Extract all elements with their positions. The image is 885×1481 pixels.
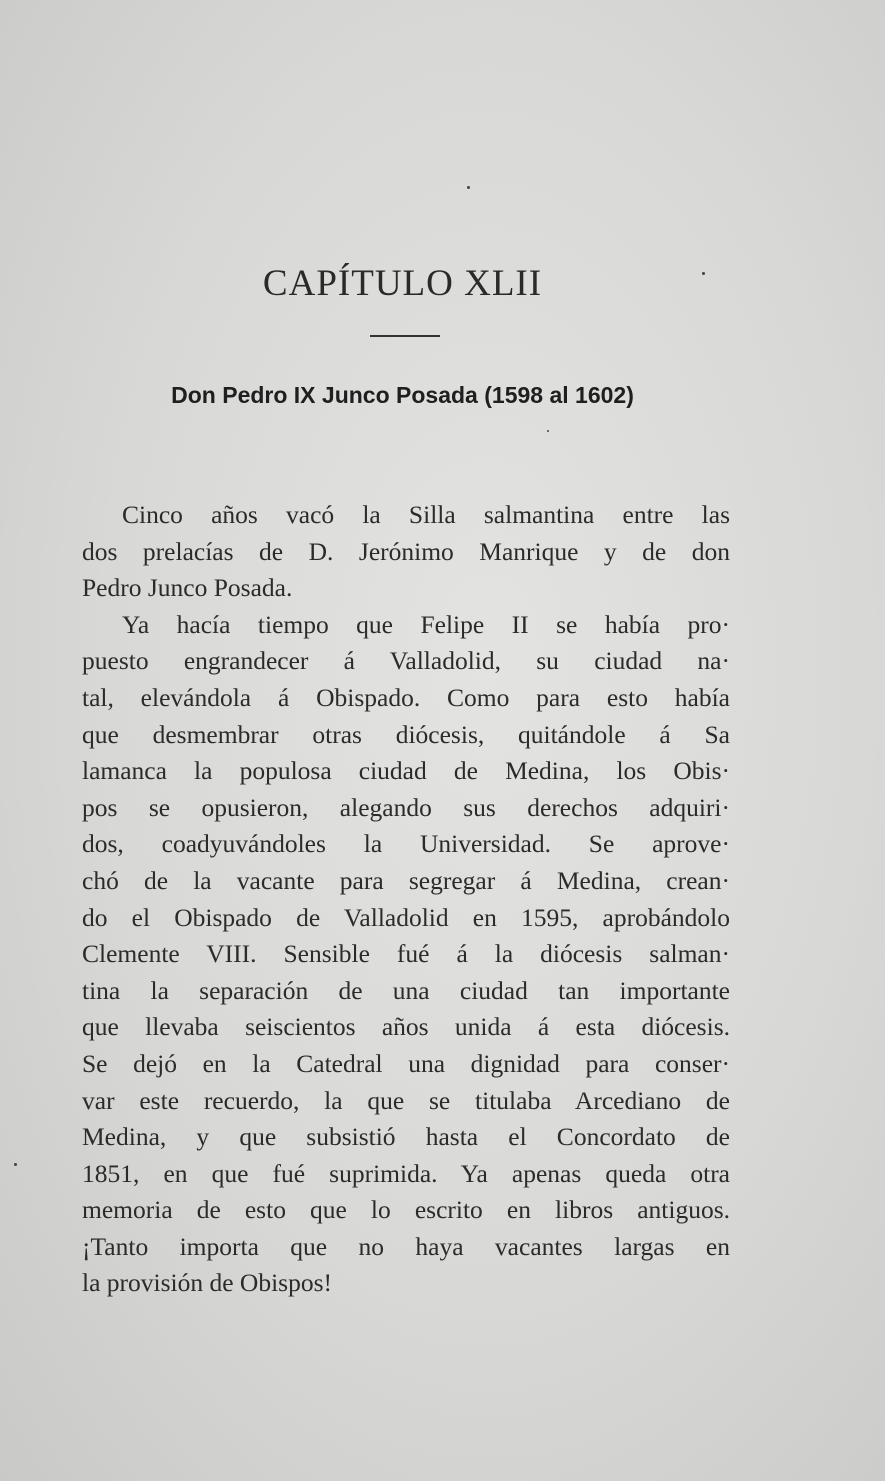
paper-speck [14,1163,17,1166]
text-line: Clemente VIII. Sensible fué á la diócesis salman· [82,939,730,969]
chapter-title: CAPÍTULO XLII [262,263,543,304]
paper-speck [547,430,549,432]
text-line: ¡Tanto importa que no haya vacantes largas en [82,1231,730,1261]
text-line: la provisión de Obispos! [82,1268,333,1298]
text-line: Medina, y que subsistió hasta el Concordato de [82,1122,730,1152]
text-line: 1851, en que fué suprimida. Ya apenas queda otra [82,1158,730,1188]
title-divider [370,335,440,337]
text-line: lamanca la populosa ciudad de Medina, los Obis· [82,756,730,786]
text-line: Ya hacía tiempo que Felipe II se había pro· [122,609,730,639]
text-line: pos se opusieron, alegando sus derechos adquiri· [82,792,730,822]
text-line: que desmembrar otras diócesis, quitándole á Sa [82,719,730,749]
text-line: memoria de esto que lo escrito en libros antiguos. [82,1195,730,1225]
text-line: var este recuerdo, la que se titulaba Arcediano de [82,1085,730,1115]
text-line: dos prelacías de D. Jerónimo Manrique y de don [82,536,730,566]
chapter-subtitle: Don Pedro IX Junco Posada (1598 al 1602) [171,382,634,408]
text-line: tal, elevándola á Obispado. Como para esto había [82,682,730,712]
text-line: do el Obispado de Valladolid en 1595, aprobándolo [82,902,730,932]
body-text [82,497,730,1302]
text-line: que llevaba seiscientos años unida á esta diócesis. [82,1012,730,1042]
text-line: chó de la vacante para segregar á Medina, crean· [82,865,730,895]
text-line: Se dejó en la Catedral una dignidad para conser· [82,1048,730,1078]
text-line: Cinco años vacó la Silla salmantina entre las [122,500,730,529]
text-line: puesto engrandecer á Valladolid, su ciudad na· [82,646,730,676]
paper-speck [702,272,705,275]
text-line: tina la separación de una ciudad tan importante [82,975,730,1005]
text-line: Pedro Junco Posada. [82,573,293,603]
paper-speck [467,186,470,189]
text-line: dos, coadyuvándoles la Universidad. Se aprove· [82,829,730,859]
